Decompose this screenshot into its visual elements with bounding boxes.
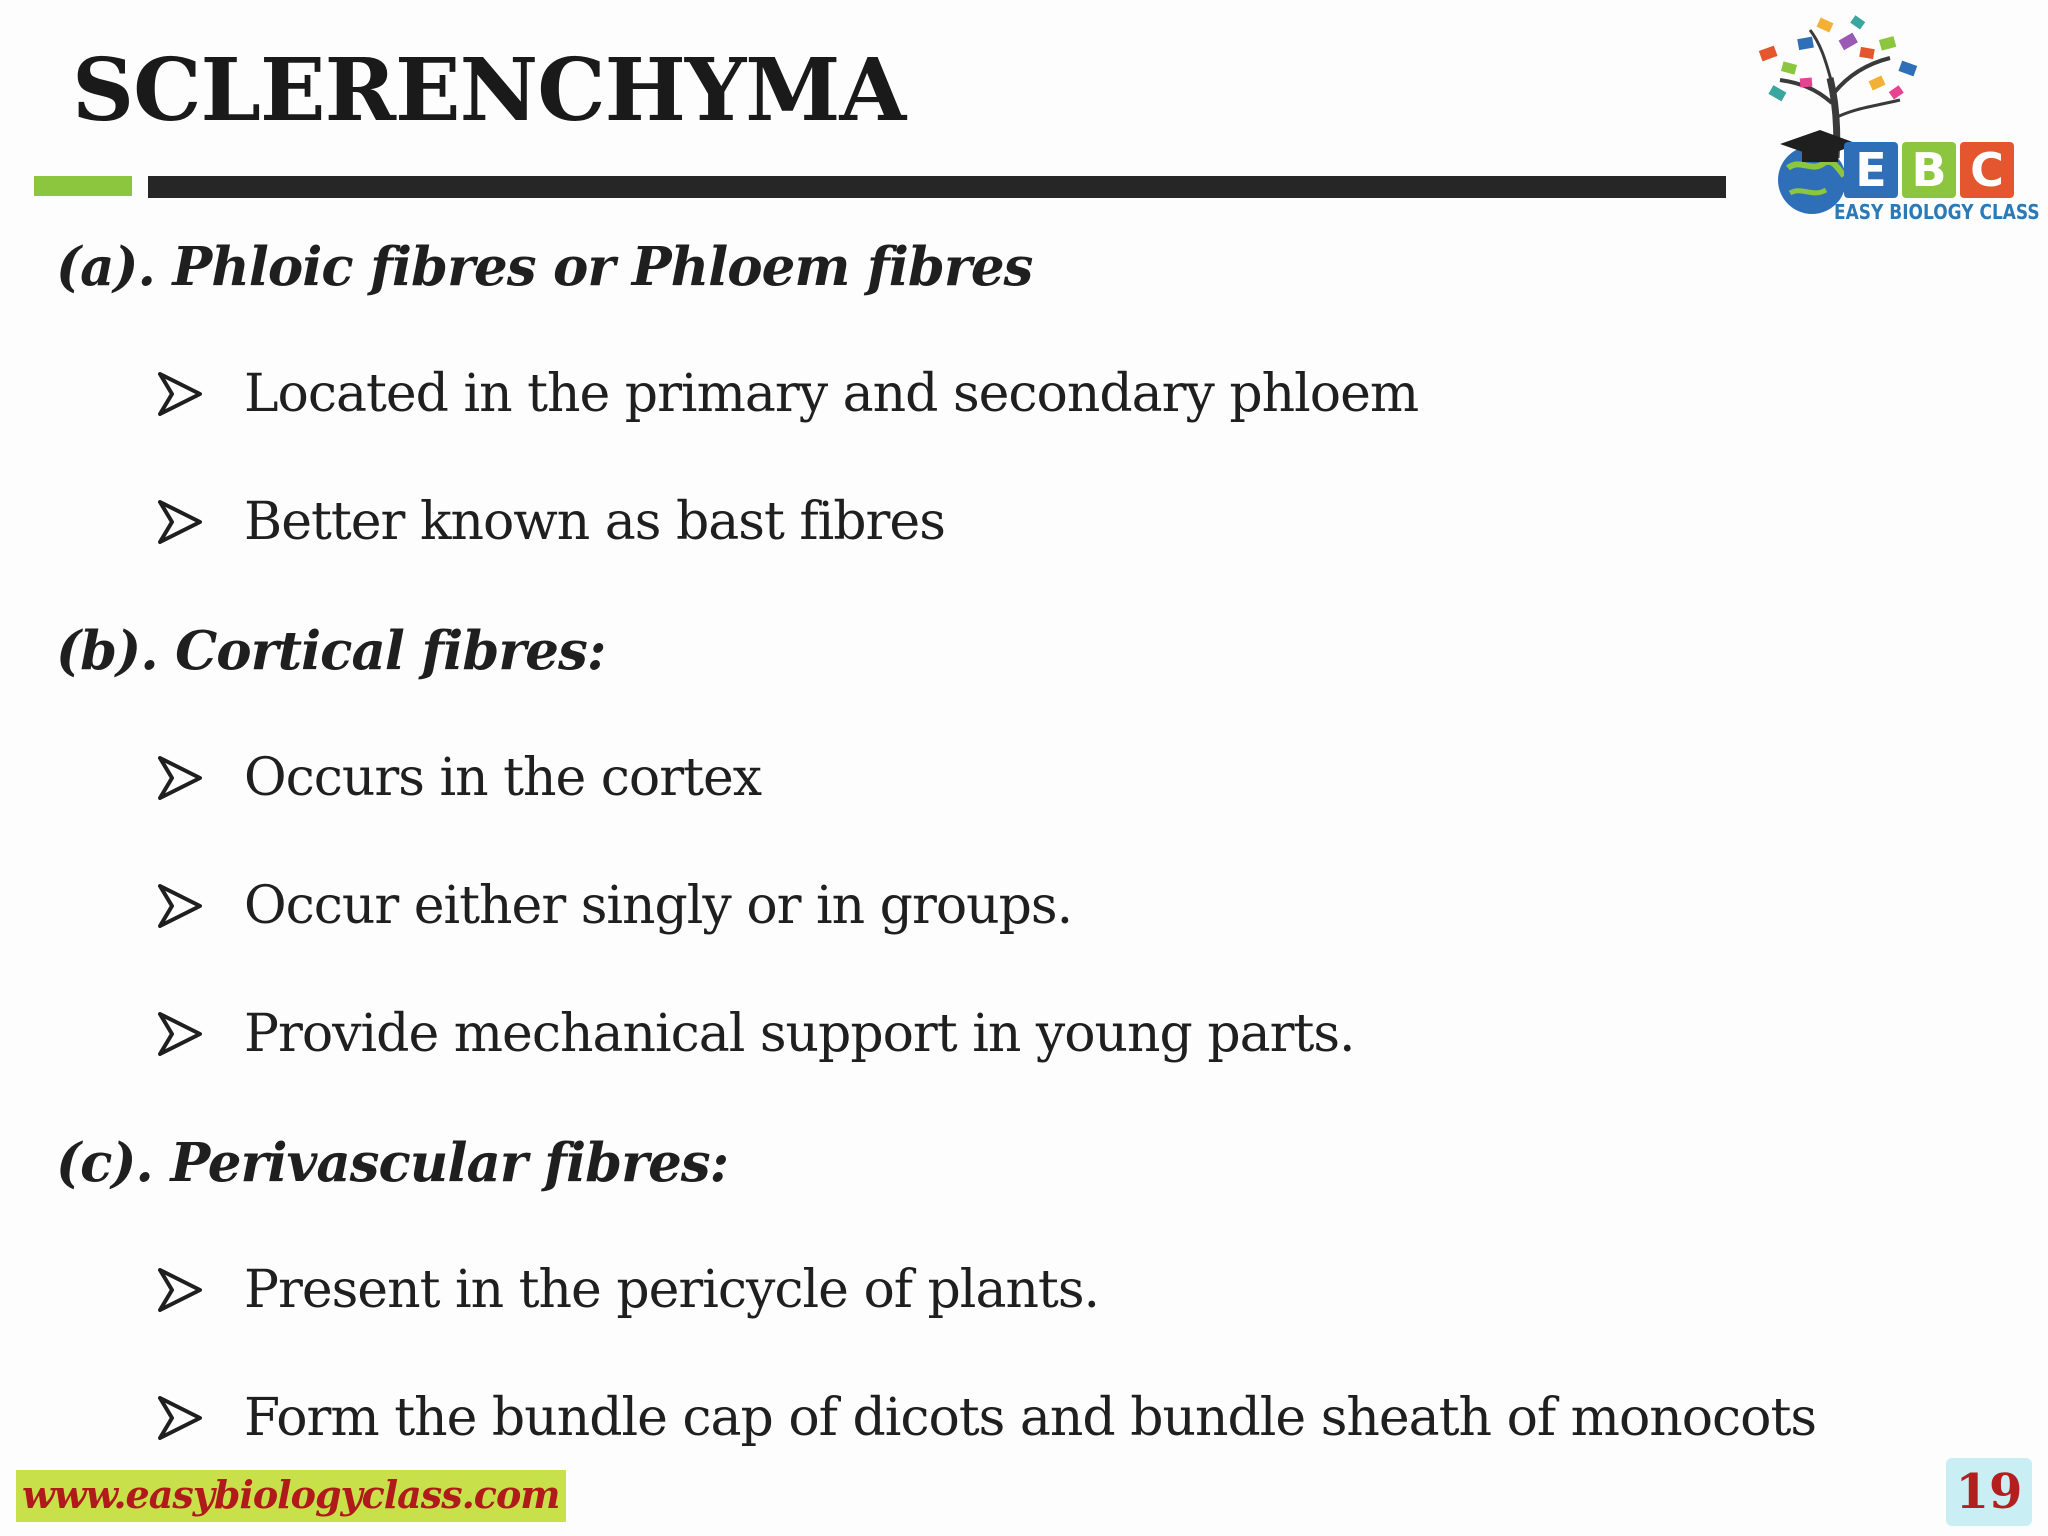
list-item [156,748,761,808]
list-item [156,492,945,552]
arrow-bullet-icon [156,1012,204,1056]
arrow-bullet-icon [156,884,204,928]
list-item [156,364,1418,424]
website-url: www.easybiologyclass.com [16,1470,566,1522]
bullet-text: Located in the primary and secondary phloem [244,364,1419,424]
page-number: 19 [1946,1458,2032,1526]
logo-letter-b: B [1902,142,1956,198]
bullet-text: Occurs in the cortex [244,748,762,808]
list-item [156,1004,1355,1064]
bullet-text: Provide mechanical support in young parts. [244,1004,1355,1064]
logo-tagline: EASY BIOLOGY CLASS [1834,200,2040,224]
section-heading-cortical-fibres: (b). Cortical fibres: [56,620,606,682]
logo-letter-e: E [1844,142,1898,198]
arrow-bullet-icon [156,372,204,416]
arrow-bullet-icon [156,500,204,544]
list-item [156,1388,1816,1448]
section-heading-perivascular-fibres: (c). Perivascular fibres: [56,1132,729,1194]
bullet-text: Present in the pericycle of plants. [244,1260,1100,1320]
bullet-text: Better known as bast fibres [244,492,945,552]
section-heading-phloem-fibres: (a). Phloic fibres or Phloem fibres [56,236,1033,298]
slide-title: SCLERENCHYMA [72,40,906,141]
list-item [156,1260,1099,1320]
arrow-bullet-icon [156,756,204,800]
arrow-bullet-icon [156,1268,204,1312]
bullet-text: Form the bundle cap of dicots and bundle sheath of monocots [244,1388,1817,1448]
logo-letter-c: C [1960,142,2014,198]
bullet-text: Occur either singly or in groups. [244,876,1073,936]
arrow-bullet-icon [156,1396,204,1440]
list-item [156,876,1072,936]
